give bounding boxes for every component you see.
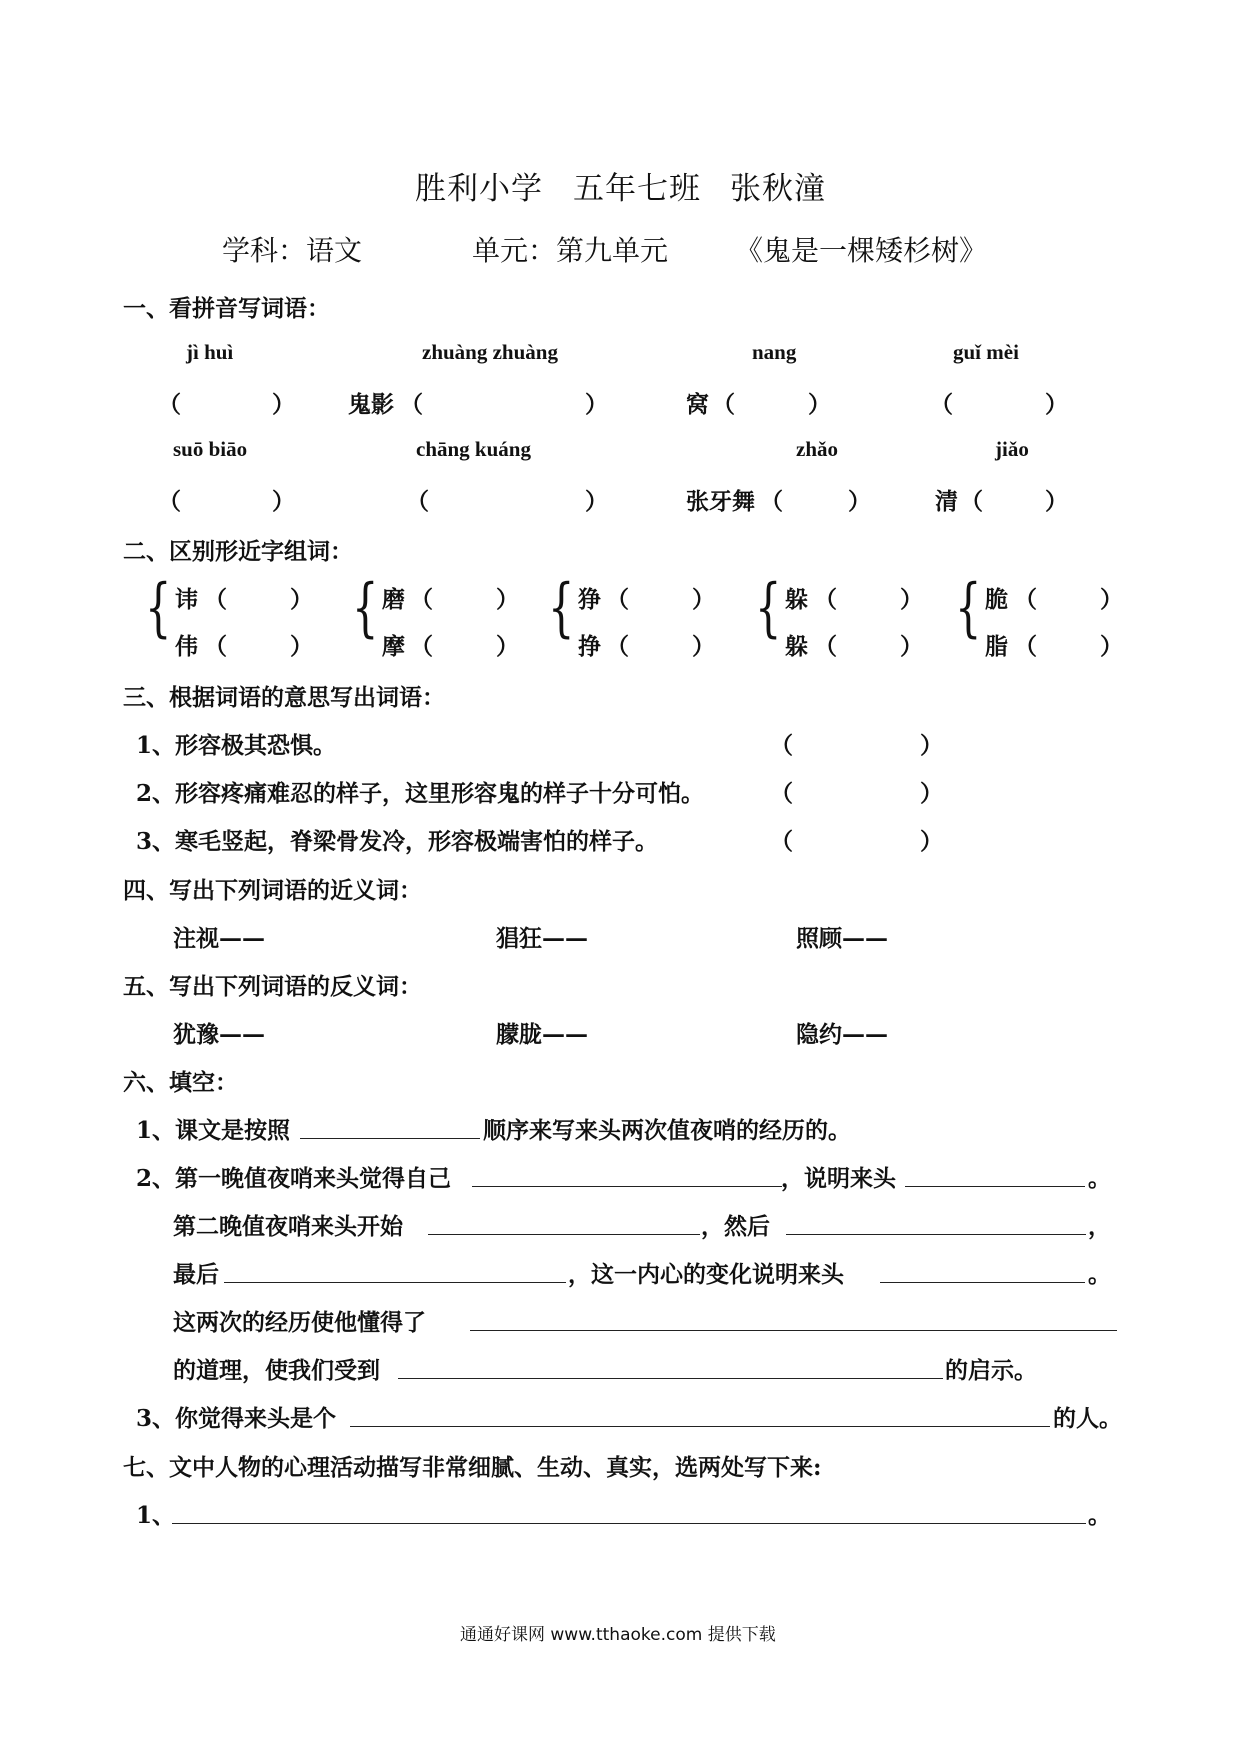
close-paren: ） — [808, 391, 831, 418]
fill-text: 3、你觉得来头是个 — [136, 1405, 337, 1432]
word-prefix: 窝 — [686, 391, 709, 418]
pinyin: zhuàng zhuàng — [422, 340, 558, 364]
section1-heading: 一、看拼音写词语： — [123, 295, 330, 322]
answer-blank[interactable] — [428, 1234, 700, 1235]
close-paren: ） — [1100, 586, 1123, 613]
word-item: 照顾—— — [796, 925, 888, 952]
open-paren: （ — [204, 633, 227, 660]
fill-text: ，说明来头 — [781, 1165, 896, 1192]
char: 脆 — [985, 586, 1008, 613]
char: 摩 — [382, 633, 405, 660]
question-item: 3、寒毛竖起，脊梁骨发冷，形容极端害怕的样子。 — [136, 828, 659, 855]
close-paren: ） — [920, 780, 943, 807]
open-paren: （ — [204, 586, 227, 613]
open-paren: （ — [814, 586, 837, 613]
close-paren: ） — [920, 828, 943, 855]
char: 脂 — [985, 633, 1008, 660]
close-paren: ） — [496, 586, 519, 613]
char: 狰 — [578, 586, 601, 613]
close-paren: ） — [1045, 488, 1068, 515]
open-paren: （ — [400, 391, 423, 418]
pinyin: suō biāo — [173, 437, 248, 461]
close-paren: ） — [272, 391, 295, 418]
close-paren: ） — [272, 488, 295, 515]
lesson-title: 《鬼是一棵矮杉树》 — [735, 234, 988, 267]
word-item: 隐约—— — [796, 1021, 888, 1048]
close-paren: ） — [1045, 391, 1068, 418]
fill-text: 最后 — [173, 1261, 219, 1288]
unit-label: 单元：第九单元 — [472, 234, 669, 267]
pinyin: nang — [752, 340, 797, 364]
word-item: 朦胧—— — [496, 1021, 588, 1048]
fill-text: ， — [1088, 1213, 1111, 1240]
open-paren: （ — [930, 391, 953, 418]
class-name: 五年七班 — [573, 171, 701, 207]
open-paren: （ — [158, 391, 181, 418]
fill-text: ，然后 — [701, 1213, 770, 1240]
word-prefix: 张牙舞 — [686, 488, 755, 515]
word-item: 猖狂—— — [496, 925, 588, 952]
section5-heading: 五、写出下列词语的反义词： — [123, 973, 422, 1000]
question-item: 2、形容疼痛难忍的样子，这里形容鬼的样子十分可怕。 — [136, 780, 705, 807]
fill-text: 这两次的经历使他懂得了 — [173, 1309, 426, 1336]
answer-blank[interactable] — [880, 1282, 1085, 1283]
open-paren: （ — [770, 780, 793, 807]
answer-blank[interactable] — [224, 1282, 566, 1283]
fill-text: 。 — [1088, 1165, 1111, 1192]
close-paren: ） — [692, 586, 715, 613]
pinyin: guǐ mèi — [953, 340, 1019, 364]
open-paren: （ — [158, 488, 181, 515]
answer-blank[interactable] — [350, 1426, 1050, 1427]
open-paren: （ — [606, 586, 629, 613]
student-name: 张秋潼 — [730, 171, 826, 207]
answer-blank[interactable] — [470, 1330, 1117, 1331]
open-paren: （ — [814, 633, 837, 660]
pinyin: chāng kuáng — [416, 437, 531, 461]
answer-blank[interactable] — [300, 1138, 480, 1139]
word-item: 注视—— — [173, 925, 265, 952]
close-paren: ） — [920, 732, 943, 759]
answer-blank[interactable] — [905, 1186, 1085, 1187]
close-paren: ） — [848, 488, 871, 515]
answer-blank[interactable] — [786, 1234, 1086, 1235]
fill-text: 第二晚值夜哨来头开始 — [173, 1213, 403, 1240]
brace-icon: { — [548, 571, 575, 645]
section3-heading: 三、根据词语的意思写出词语： — [123, 684, 445, 711]
close-paren: ） — [900, 586, 923, 613]
open-paren: （ — [1014, 633, 1037, 660]
char: 躲 — [785, 586, 808, 613]
brace-icon: { — [145, 571, 172, 645]
char: 躲 — [785, 633, 808, 660]
brace-icon: { — [352, 571, 379, 645]
char: 磨 — [382, 586, 405, 613]
open-paren: （ — [1014, 586, 1037, 613]
close-paren: ） — [585, 488, 608, 515]
open-paren: （ — [406, 488, 429, 515]
pinyin: jiǎo — [995, 437, 1029, 461]
char: 讳 — [175, 586, 198, 613]
fill-text: 顺序来写来头两次值夜哨的经历的。 — [483, 1117, 851, 1144]
close-paren: ） — [1100, 633, 1123, 660]
close-paren: ） — [692, 633, 715, 660]
fill-text: 2、第一晚值夜哨来头觉得自己 — [136, 1165, 452, 1192]
close-paren: ） — [496, 633, 519, 660]
pinyin: zhǎo — [796, 437, 838, 461]
fill-text: 的启示。 — [945, 1357, 1037, 1384]
brace-icon: { — [955, 571, 982, 645]
close-paren: ） — [290, 633, 313, 660]
school-name: 胜利小学 — [415, 171, 543, 207]
footer-text: 通通好课网 www.tthaoke.com 提供下载 — [460, 1625, 776, 1645]
open-paren: （ — [960, 488, 983, 515]
fill-text: 。 — [1088, 1502, 1111, 1529]
open-paren: （ — [712, 391, 735, 418]
section4-heading: 四、写出下列词语的近义词： — [123, 877, 422, 904]
word-prefix: 清 — [935, 488, 958, 515]
word-item: 犹豫—— — [173, 1021, 265, 1048]
open-paren: （ — [770, 732, 793, 759]
section7-heading: 七、文中人物的心理活动描写非常细腻、生动、真实，选两处写下来: — [123, 1454, 822, 1481]
word-prefix: 鬼影 — [348, 391, 394, 418]
section6-heading: 六、填空： — [123, 1069, 238, 1096]
char: 伟 — [175, 633, 198, 660]
open-paren: （ — [770, 828, 793, 855]
question-item: 1、形容极其恐惧。 — [136, 732, 337, 759]
brace-icon: { — [755, 571, 782, 645]
close-paren: ） — [585, 391, 608, 418]
pinyin: jì huì — [186, 340, 234, 364]
open-paren: （ — [760, 488, 783, 515]
answer-blank[interactable] — [472, 1186, 782, 1187]
open-paren: （ — [410, 586, 433, 613]
fill-text: 。 — [1088, 1261, 1111, 1288]
fill-text: 1、课文是按照 — [136, 1117, 291, 1144]
fill-text: 的人。 — [1053, 1405, 1122, 1432]
fill-text: ，这一内心的变化说明来头 — [568, 1261, 844, 1288]
answer-blank[interactable] — [172, 1523, 1086, 1524]
close-paren: ） — [900, 633, 923, 660]
fill-text: 1、 — [136, 1502, 176, 1529]
open-paren: （ — [410, 633, 433, 660]
subject-label: 学科：语文 — [222, 234, 363, 267]
close-paren: ） — [290, 586, 313, 613]
answer-blank[interactable] — [398, 1378, 943, 1379]
char: 挣 — [578, 633, 601, 660]
open-paren: （ — [606, 633, 629, 660]
section2-heading: 二、区别形近字组词： — [123, 538, 353, 565]
fill-text: 的道理，使我们受到 — [173, 1357, 380, 1384]
